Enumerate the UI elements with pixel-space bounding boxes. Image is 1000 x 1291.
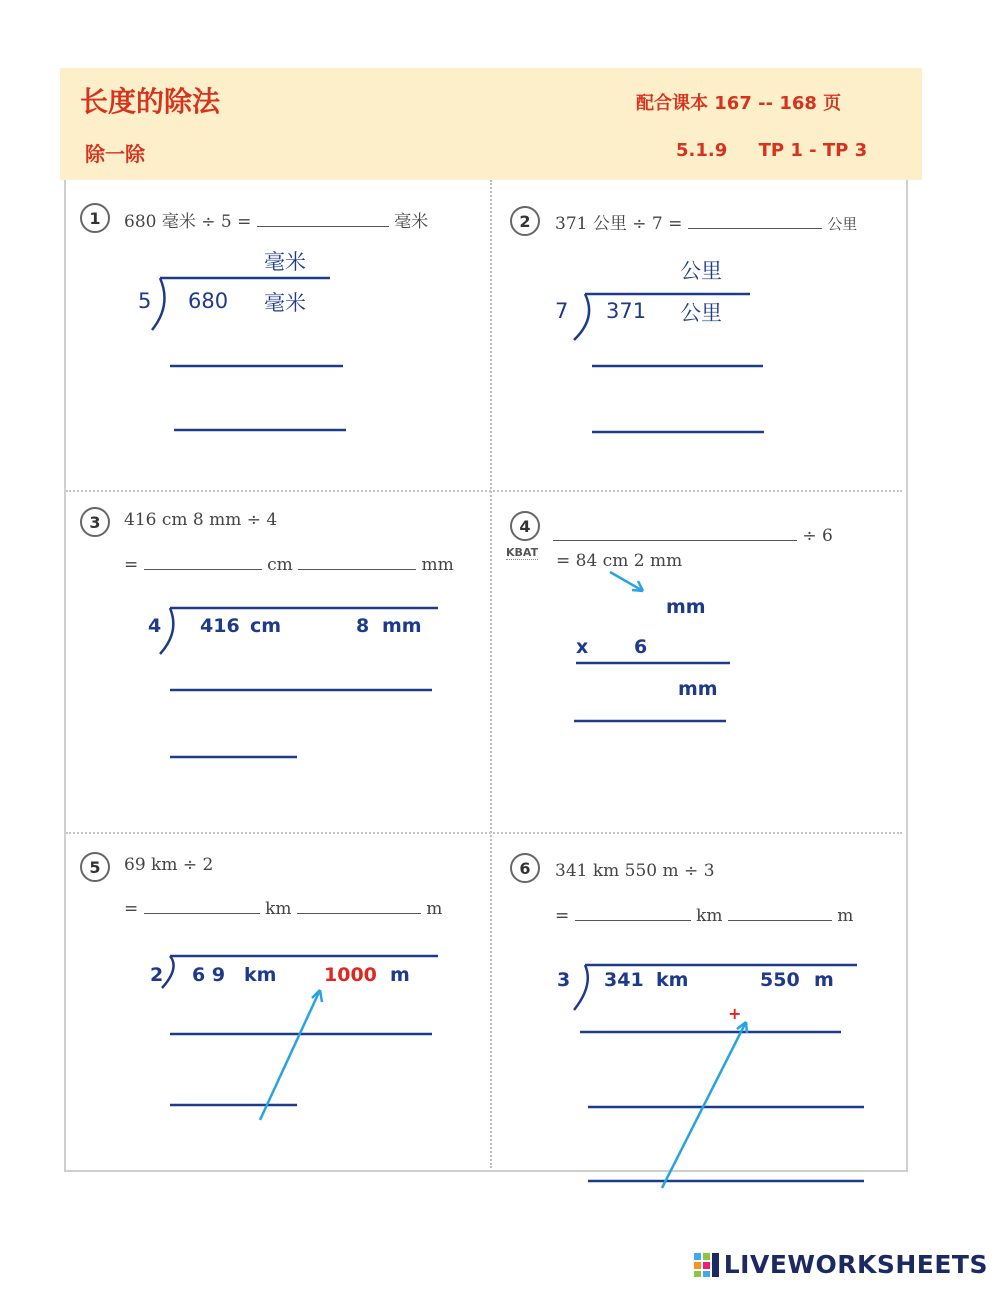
q2-division-bracket: [574, 294, 750, 340]
q3-unit2: mm: [421, 555, 454, 575]
q1-dividend: 680: [188, 289, 229, 313]
q2-quotient-unit: 公里: [680, 259, 722, 283]
q5-eq: =: [124, 899, 139, 919]
q5-m-label: m: [390, 964, 410, 986]
q5-arrow: [260, 990, 320, 1120]
q3-division-bracket: [160, 608, 438, 654]
q6-arrow: [662, 1022, 746, 1188]
q6-unit2: m: [837, 906, 854, 926]
question-number-4: 4: [510, 511, 540, 541]
q5-km-label: km: [244, 964, 277, 986]
q4-result: = 84 cm 2 mm: [556, 551, 683, 571]
q4-divide-by: ÷ 6: [802, 526, 833, 546]
q1-division-bracket: [152, 278, 330, 330]
q6-dividend-m: 550: [760, 969, 800, 991]
q5-divisor: 2: [150, 964, 164, 986]
q5-conversion-value: 1000: [324, 964, 377, 986]
q3-eq: =: [124, 555, 139, 575]
liveworksheets-brand: LIVEWORKSHEETS: [723, 1250, 988, 1279]
q3-mm-label: mm: [382, 615, 422, 637]
q6-m-label: m: [814, 969, 834, 991]
q2-divisor: 7: [555, 299, 569, 323]
q1-divisor: 5: [138, 289, 152, 313]
q4-multiplier: 6: [634, 636, 648, 658]
q5-prompt: 69 km ÷ 2: [124, 855, 214, 875]
q1-prompt-text: 680 毫米 ÷ 5 =: [124, 212, 252, 232]
question-number-2: 2: [510, 206, 540, 236]
q3-prompt: 416 cm 8 mm ÷ 4: [124, 510, 278, 530]
q1-prompt-unit: 毫米: [394, 212, 429, 232]
liveworksheets-logo[interactable]: [694, 1250, 988, 1279]
q6-divisor: 3: [557, 969, 571, 991]
q4-unit-bottom: mm: [678, 678, 718, 700]
q6-plus-sign: +: [728, 1004, 742, 1023]
q5-division-bracket: [162, 956, 438, 988]
kbat-tag: KBAT: [506, 546, 539, 559]
q6-dividend-km: 341: [604, 969, 644, 991]
q1-quotient-unit: 毫米: [264, 250, 306, 274]
q3-cm-label: cm: [250, 615, 282, 637]
q3-divisor: 4: [148, 615, 162, 637]
q6-unit1: km: [696, 906, 723, 926]
q1-dividend-unit: 毫米: [264, 291, 306, 315]
liveworksheets-logo-icon: [694, 1253, 720, 1277]
q6-eq: =: [555, 906, 570, 926]
q6-km-label: km: [656, 969, 689, 991]
q3-unit1: cm: [267, 555, 293, 575]
standard-code: 5.1.9 TP 1 - TP 3: [676, 140, 868, 161]
q2-dividend-unit: 公里: [680, 301, 722, 325]
q4-unit-top: mm: [666, 596, 706, 618]
q3-dividend-cm: 416: [200, 615, 240, 637]
question-number-6: 6: [510, 853, 540, 883]
q3-dividend-mm: 8: [356, 615, 370, 637]
q4-times-sign: x: [576, 636, 589, 658]
question-number-1: 1: [80, 203, 110, 233]
page-subtitle: 除一除: [85, 142, 145, 166]
q2-dividend: 371: [606, 299, 647, 323]
question-number-5: 5: [80, 852, 110, 882]
question-number-3: 3: [80, 507, 110, 537]
page-title: 长度的除法: [80, 85, 221, 118]
q2-prompt-unit: 公里: [827, 215, 858, 233]
q5-unit1: km: [265, 899, 292, 919]
q2-prompt-text: 371 公里 ÷ 7 =: [555, 214, 683, 234]
q6-division-bracket: [574, 965, 857, 1010]
q5-dividend: 6 9: [192, 964, 226, 986]
q5-unit2: m: [426, 899, 443, 919]
q6-prompt: 341 km 550 m ÷ 3: [555, 861, 715, 881]
textbook-reference: 配合课本 167 -- 168 页: [636, 93, 842, 114]
